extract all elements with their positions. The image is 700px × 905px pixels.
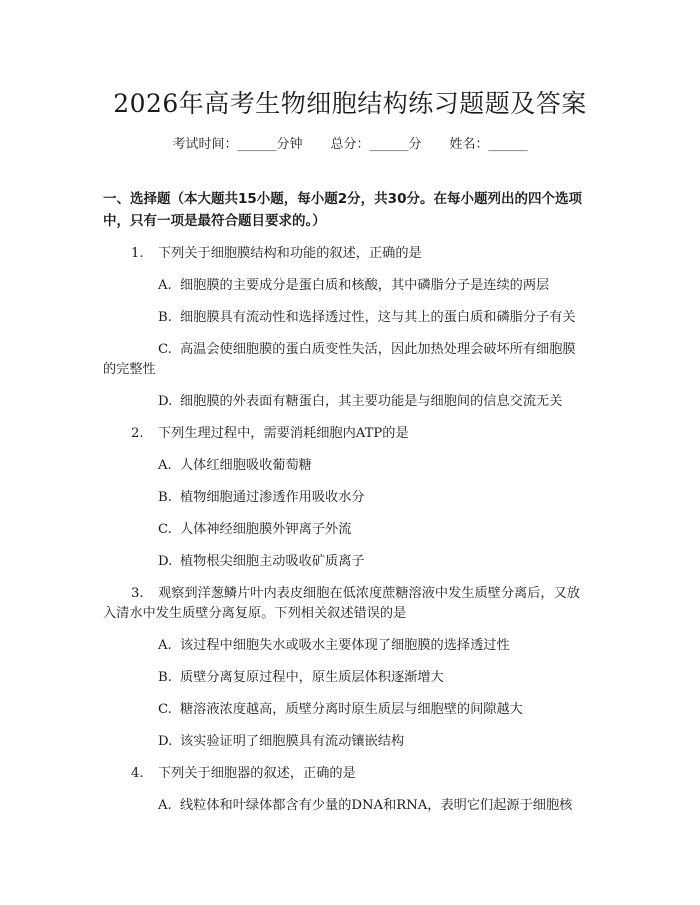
- option-letter: B.: [158, 670, 172, 685]
- option-letter: C.: [158, 342, 172, 357]
- section-heading: 一、选择题（本大题共15小题，每小题2分，共30分。在每小题列出的四个选项中，只有一项是最符合题目要求的。）: [103, 191, 582, 229]
- option-letter: A.: [158, 798, 172, 813]
- question-text: 观察到洋葱鳞片叶内表皮细胞在低浓度蔗糖溶液中发生质壁分离后，又放: [158, 586, 580, 601]
- question-stem: [131, 244, 422, 264]
- option-item: [158, 488, 365, 508]
- question-stem: [131, 764, 356, 784]
- option-text: 植物细胞通过渗透作用吸收水分: [180, 490, 365, 505]
- option-text: 高温会使细胞膜的蛋白质变性失活，因此加热处理会破坏所有细胞膜: [180, 342, 576, 357]
- option-letter: D.: [158, 734, 173, 749]
- question-text: 下列关于细胞器的叙述，正确的是: [158, 766, 356, 781]
- option-text: 该过程中细胞失水或吸水主要体现了细胞膜的选择透过性: [180, 638, 510, 653]
- option-text: 糖溶液浓度越高，质壁分离时原生质层与细胞壁的间隙越大: [180, 702, 523, 717]
- question-text: 下列生理过程中，需要消耗细胞内ATP的是: [158, 426, 409, 441]
- option-text: 线粒体和叶绿体都含有少量的DNA和RNA，表明它们起源于细胞核: [180, 798, 573, 813]
- question-number: 3.: [131, 586, 144, 601]
- option-item: [158, 520, 351, 540]
- option-letter: B.: [158, 490, 172, 505]
- option-item: [158, 732, 404, 752]
- option-item: [158, 456, 312, 476]
- option-item: [158, 392, 562, 412]
- option-item: [158, 796, 572, 816]
- question-number: 1.: [131, 246, 144, 261]
- question-text-continuation: 入清水中发生质壁分离复原。下列相关叙述错误的是: [103, 606, 407, 621]
- option-letter: C.: [158, 702, 172, 717]
- option-item: [158, 340, 576, 360]
- question-number: 4.: [131, 766, 144, 781]
- option-text: 细胞膜具有流动性和选择透过性，这与其上的蛋白质和磷脂分子有关: [180, 310, 576, 325]
- option-item: [158, 636, 510, 656]
- option-letter: A.: [158, 638, 172, 653]
- option-text: 人体红细胞吸收葡萄糖: [180, 458, 312, 473]
- option-letter: D.: [158, 394, 173, 409]
- option-text: 植物根尖细胞主动吸收矿质离子: [180, 554, 365, 569]
- option-letter: D.: [158, 554, 173, 569]
- option-item: [158, 308, 576, 328]
- option-text: 质壁分离复原过程中，原生质层体积逐渐增大: [180, 670, 444, 685]
- option-text-continuation: 的完整性: [103, 362, 156, 377]
- option-item: [158, 700, 523, 720]
- exam-time-field: 考试时间：______分钟: [172, 137, 303, 152]
- total-score-field: 总分：______分: [330, 137, 422, 152]
- option-text: 细胞膜的外表面有糖蛋白，其主要功能是与细胞间的信息交流无关: [180, 394, 563, 409]
- option-text: 该实验证明了细胞膜具有流动镶嵌结构: [180, 734, 405, 749]
- option-text: 人体神经细胞膜外钾离子外流: [180, 522, 352, 537]
- option-item: [158, 276, 549, 296]
- option-letter: B.: [158, 310, 172, 325]
- option-item: [158, 552, 365, 572]
- option-letter: C.: [158, 522, 172, 537]
- question-text: 下列关于细胞膜结构和功能的叙述，正确的是: [158, 246, 422, 261]
- question-stem: [131, 424, 409, 444]
- option-letter: A.: [158, 278, 172, 293]
- question-number: 2.: [131, 426, 144, 441]
- option-text: 细胞膜的主要成分是蛋白质和核酸，其中磷脂分子是连续的两层: [180, 278, 550, 293]
- option-letter: A.: [158, 458, 172, 473]
- student-name-field: 姓名：______: [449, 137, 528, 152]
- option-item: [158, 668, 444, 688]
- exam-info-bar: [0, 133, 700, 152]
- question-stem: [131, 584, 580, 604]
- page-title: 2026年高考生物细胞结构练习题题及答案: [113, 89, 587, 118]
